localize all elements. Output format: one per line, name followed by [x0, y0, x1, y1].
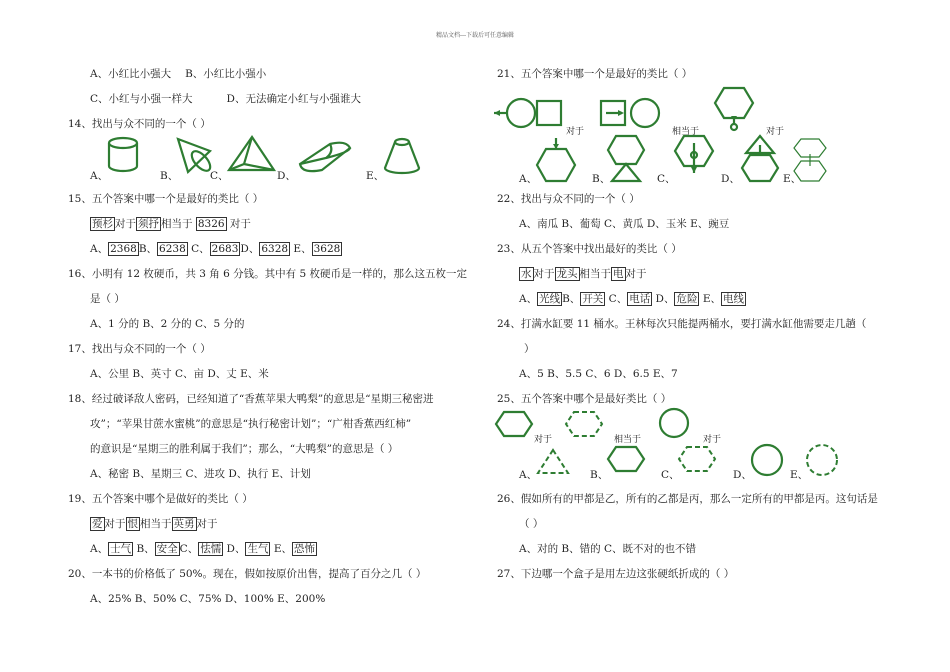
wedge-icon [296, 138, 358, 176]
q19-option-a: 士气 [110, 543, 132, 555]
option-line-2 [90, 92, 361, 106]
q25-connector-3: 对于 [703, 435, 722, 445]
q15-text: 15、五个答案中哪一个是最好的类比（ ） [68, 193, 264, 205]
q21-text: 21、五个答案中哪一个是最好的类比（ ） [497, 68, 693, 80]
q17-options: A、公里 B、英寸 C、亩 D、丈 E、米 [90, 368, 269, 380]
q23-connector-1: 对于 [533, 268, 555, 280]
q15-options [90, 242, 342, 256]
q25-connector-2: 相当于 [614, 435, 642, 445]
q21-connector-2: 相当于 [672, 127, 700, 137]
q19-label-c: C、 [179, 543, 199, 555]
q19-connector-1: 对于 [104, 518, 126, 530]
cone-icon [175, 136, 215, 176]
q14-option-e: E、 [366, 170, 385, 182]
q24-text-cont: ） [524, 343, 535, 355]
q21-option-c: C、 [657, 173, 676, 185]
option-line-1 [90, 67, 266, 81]
hexagon-arrow-down-icon [534, 136, 578, 186]
q14-option-b: B、 [160, 170, 179, 182]
q15-option-d: 6328 [261, 243, 289, 255]
q23-option-d: 危险 [676, 293, 698, 305]
q23-option-c: 电话 [629, 293, 651, 305]
q19-stem [90, 517, 218, 531]
q19-word-1: 爱 [92, 518, 103, 530]
square-arrow-circle-icon [598, 95, 678, 131]
q25-text: 25、五个答案中哪个是最好类比（ ） [497, 393, 672, 405]
q19-connector-3: 对于 [196, 518, 218, 530]
q19-option-d: 生气 [247, 543, 269, 555]
hexagon-solid-icon [606, 445, 646, 475]
q22-options: A、南瓜 B、葡萄 C、黄瓜 D、玉米 E、豌豆 [519, 218, 730, 230]
q15-label-b: B、 [138, 243, 158, 255]
option-c: C、小红与小强一样大 [90, 93, 193, 105]
q24-options: A、5 B、5.5 C、6 D、6.5 E、7 [519, 368, 678, 380]
q15-connector-3: 对于 [229, 218, 251, 230]
q23-connector-2: 相当于 [579, 268, 611, 280]
q14-option-c: C、 [210, 170, 229, 182]
q26-text: 26、假如所有的甲都是乙，所有的乙都是丙，那么一定所有的甲都是丙。这句话是 [497, 493, 878, 505]
q20-options: A、25% B、50% C、75% D、100% E、200% [90, 593, 326, 605]
q23-label-e: E、 [702, 293, 721, 305]
q19-label-a: A、 [90, 543, 109, 555]
q23-label-a: A、 [519, 293, 538, 305]
q25-connector-1: 对于 [534, 435, 553, 445]
q15-connector-1: 对于 [115, 218, 136, 230]
q21-option-d: D、 [721, 173, 740, 185]
q23-stem [519, 267, 647, 281]
q23-options [519, 292, 746, 306]
q27-text: 27、下边哪一个盒子是用左边这张硬纸折成的（ ） [497, 568, 735, 580]
q21-connector-1: 对于 [566, 127, 585, 137]
q15-label-c: C、 [191, 243, 210, 255]
q16-text-cont: 是（ ） [90, 293, 125, 305]
q23-text: 23、从五个答案中找出最好的类比（ ） [497, 243, 682, 255]
cylinder-icon [106, 136, 142, 174]
q23-option-a: 光线 [539, 293, 561, 305]
q25-option-e: E、 [790, 469, 809, 481]
q15-connector-2: 相当于 [161, 218, 193, 230]
q19-word-3: 英勇 [173, 518, 195, 530]
page-header: 精品文档---下载后可任意编辑 [435, 32, 515, 39]
circle-dashed-icon [804, 444, 840, 476]
q19-options [90, 542, 317, 556]
q16-text: 16、小明有 12 枚硬币，共 3 角 6 分钱。其中有 5 枚硬币是一样的，那么这五枚一定 [68, 268, 467, 280]
circle-solid-icon [749, 444, 785, 476]
q14-text: 14、找出与众不同的一个（ ） [68, 118, 211, 130]
q15-option-b: 6238 [159, 243, 186, 255]
q19-label-d: D、 [226, 543, 246, 555]
q25-option-b: B、 [590, 469, 609, 481]
q20-text: 20、一本书的价格低了 50%。现在，假如按原价出售，提高了百分之几（ ） [68, 568, 427, 580]
q15-label-d: D、 [240, 243, 260, 255]
q19-option-b: 安全 [156, 543, 178, 555]
circle-arrow-square-icon [492, 95, 572, 131]
q15-word-3: 8326 [197, 218, 225, 230]
q23-option-e: 电线 [722, 293, 744, 305]
q15-word-1: 预杉 [92, 218, 113, 230]
q18-text-cont2: 的意识是“星期三的胜利属于我们”；那么，“大鸭梨”的意思是（ ） [90, 443, 399, 455]
hexagon-dashed-icon [677, 445, 717, 475]
q19-label-e: E、 [273, 543, 292, 555]
q21-option-b: B、 [592, 173, 611, 185]
q14-option-d: D、 [277, 170, 296, 182]
q14-option-a: A、 [90, 170, 109, 182]
q23-label-b: B、 [562, 293, 581, 305]
q18-text: 18、经过破译敌人密码，已经知道了“香蕉苹果大鸭梨”的意思是“星期三秘密进 [68, 393, 434, 405]
q23-word-2: 龙头 [556, 268, 578, 280]
q23-label-c: C、 [608, 293, 628, 305]
q16-options: A、1 分的 B、2 分的 C、5 分的 [90, 318, 245, 330]
q18-options: A、秘密 B、星期三 C、进攻 D、执行 E、计划 [90, 468, 311, 480]
q19-option-e: 恐怖 [293, 543, 315, 555]
q26-options: A、对的 B、错的 C、既不对的也不错 [519, 543, 697, 555]
option-a: A、小红比小强大 [90, 68, 172, 80]
q15-stem [90, 217, 251, 231]
hexagon-solid-icon [494, 410, 534, 440]
q23-label-d: D、 [655, 293, 675, 305]
q25-option-d: D、 [733, 469, 752, 481]
q15-word-2: 须抒 [138, 218, 159, 230]
q18-text-cont: 攻”；“苹果甘蔗水蜜桃”的意思是“执行秘密计划”；“广柑香蕉西红柿” [90, 418, 412, 430]
q15-option-e: 3628 [313, 243, 341, 255]
q21-option-a: A、 [519, 173, 538, 185]
hexagon-dashed-icon [564, 410, 604, 440]
option-b: B、小红比小强小 [185, 68, 267, 80]
q19-text: 19、五个答案中哪个是做好的类比（ ） [68, 493, 253, 505]
option-d: D、无法确定小红与小强谁大 [226, 93, 361, 105]
triangle-dashed-icon [535, 448, 571, 476]
circle-solid-icon [656, 408, 692, 440]
q23-word-3: 电 [613, 268, 624, 280]
q22-text: 22、找出与众不同的一个（ ） [497, 193, 640, 205]
q23-option-b: 开关 [582, 293, 604, 305]
hexagon-pin-icon [672, 133, 716, 185]
pyramid-icon [226, 134, 278, 174]
q19-connector-2: 相当于 [140, 518, 172, 530]
hexagon-arrow-icon [712, 85, 756, 133]
q26-text-cont: （ ） [519, 518, 544, 530]
q21-option-e: E、 [783, 173, 802, 185]
q15-label-e: E、 [293, 243, 312, 255]
q25-option-c: C、 [661, 469, 680, 481]
q19-option-c: 怯懦 [200, 543, 222, 555]
q23-word-1: 水 [521, 268, 532, 280]
q19-word-2: 恨 [127, 518, 138, 530]
q15-option-c: 2683 [211, 243, 239, 255]
q19-label-b: B、 [136, 543, 155, 555]
q23-connector-3: 对于 [625, 268, 647, 280]
q21-connector-3: 对于 [766, 127, 785, 137]
q15-label-a: A、 [90, 243, 109, 255]
q17-text: 17、找出与众不同的一个（ ） [68, 343, 211, 355]
triangle-hexagon-icon [738, 133, 782, 187]
frustum-icon [382, 136, 422, 176]
q15-option-a: 2368 [110, 243, 137, 255]
q25-option-a: A、 [519, 469, 538, 481]
hexagon-with-triangle-icon [604, 133, 648, 185]
q24-text: 24、打满水缸要 11 桶水。王林每次只能提两桶水，要打满水缸他需要走几趟（ [497, 318, 867, 330]
